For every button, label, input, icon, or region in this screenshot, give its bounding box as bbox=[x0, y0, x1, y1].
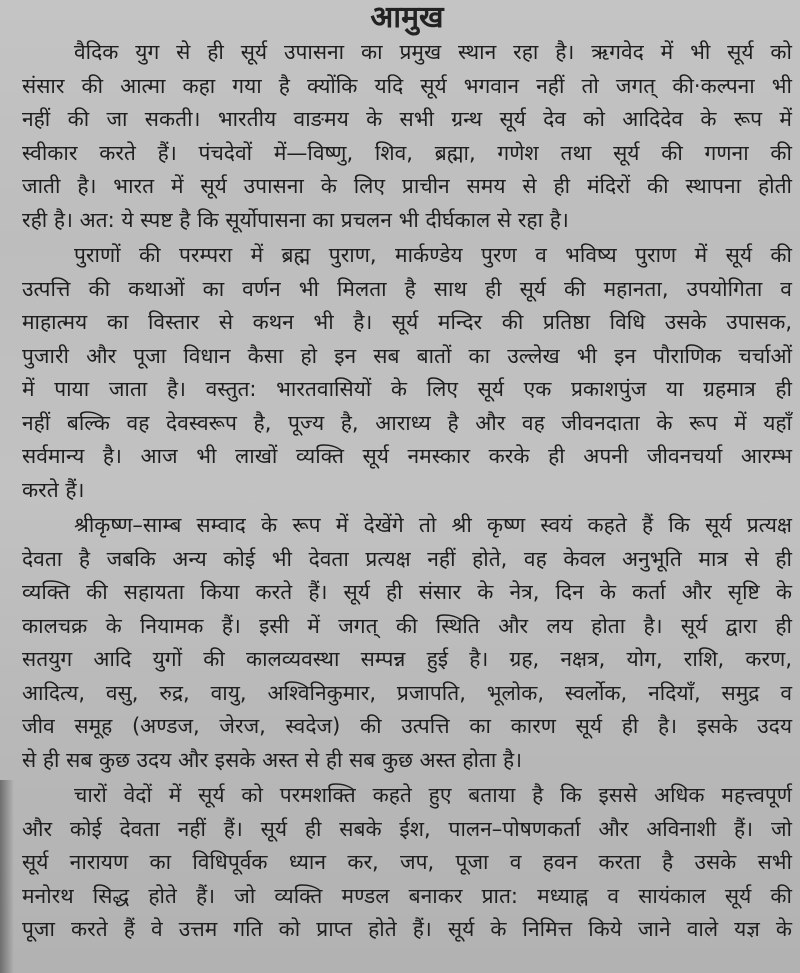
text-line: नहीं बल्कि वह देवस्वरूप है, पूज्य है, आराध्य है और वह जीवनदाता के रूप में यहाँ bbox=[22, 410, 792, 435]
text-line: पूजा करते हैं वे उत्तम गति को प्राप्त होते हैं। सूर्य के निमित्त किये जाने वाले यज्ञ के bbox=[22, 917, 792, 941]
text-line: संसार की आत्मा कहा गया है क्योंकि यदि सूर्य भगवान नहीं तो जगत् की·कल्पना भी bbox=[22, 73, 792, 98]
paragraph-2 bbox=[22, 239, 792, 507]
text-line: से ही सब कुछ उदय और इसके अस्त से ही सब कुछ अस्त होता है। bbox=[22, 747, 523, 772]
text-line: स्वीकार करते हैं। पंचदेवों में—विष्णु, शिव, ब्रह्मा, गणेश तथा सूर्य की गणना की bbox=[22, 140, 792, 165]
paragraph-1 bbox=[22, 36, 792, 237]
text-line: वैदिक युग से ही सूर्य उपासना का प्रमुख स्थान रहा है। ऋगवेद में भी सूर्य को bbox=[74, 40, 792, 64]
text-line: व्यक्ति की सहायता किया करते हैं। सूर्य ही संसार के नेत्र, दिन के कर्ता और सृष्टि के bbox=[22, 580, 792, 604]
text-line: सतयुग आदि युगों की कालव्यवस्था सम्पन्न हुई है। ग्रह, नक्षत्र, योग, राशि, करण, bbox=[22, 647, 792, 671]
text-line: मनोरथ सिद्ध होते हैं। जो व्यक्ति मण्डल बनाकर प्रात: मध्याह्न व सायंकाल सूर्य की bbox=[22, 883, 792, 908]
text-line: सर्वमान्य है। आज भी लाखों व्यक्ति सूर्य नमस्कार करके ही अपनी जीवनचर्या आरम्भ bbox=[22, 444, 792, 468]
text-line: पुजारी और पूजा विधान कैसा हो इन सब बातों का उल्लेख भी इन पौराणिक चर्चाओं bbox=[22, 343, 792, 368]
paragraph-3 bbox=[22, 509, 792, 777]
text-line: रही है। अत: ये स्पष्ट है कि सूर्योपासना का प्रचलन भी दीर्घकाल से रहा है। bbox=[22, 207, 569, 232]
paragraph-4 bbox=[22, 779, 792, 947]
text-line: श्रीकृष्ण–साम्ब सम्वाद के रूप में देखेंगे तो श्री कृष्ण स्वयं कहते हैं कि सूर्य प्रत्यक्ष bbox=[74, 513, 792, 537]
text-line: सूर्य नारायण का विधिपूर्वक ध्यान कर, जप, पूजा व हवन करता है उसके सभी bbox=[22, 850, 792, 874]
page-title: आमुख bbox=[370, 0, 444, 35]
text-line: जाती है। भारत में सूर्य उपासना के लिए प्राचीन समय से ही मंदिरों की स्थापना होती bbox=[22, 174, 792, 198]
text-line: आदित्य, वसु, रुद्र, वायु, अश्विनिकुमार, प्रजापति, भूलोक, स्वर्लोक, नदियाँ, समुद्र व bbox=[22, 680, 792, 705]
text-line: नहीं की जा सकती। भारतीय वाङमय के सभी ग्रन्थ सूर्य देव को आदिदेव के रूप में bbox=[22, 107, 792, 131]
text-line: देवता है जबकि अन्य कोई भी देवता प्रत्यक्ष नहीं होते, वह केवल अनुभूति मात्र से ही bbox=[22, 546, 792, 571]
text-line: कालचक्र के नियामक हैं। इसी में जगत् की स्थिति और लय होता है। सूर्य द्वारा ही bbox=[22, 613, 792, 638]
text-line: और कोई देवता नहीं हैं। सूर्य ही सबके ईश, पालन–पोषणकर्ता और अविनाशी हैं। जो bbox=[22, 816, 792, 841]
text-line: उत्पत्ति की कथाओं का वर्णन भी मिलता है साथ ही सूर्य की महानता, उपयोगिता व bbox=[22, 276, 792, 301]
text-line: में पाया जाता है। वस्तुत: भारतवासियों के लिए सूर्य एक प्रकाशपुंज या ग्रहमात्र ही bbox=[22, 377, 792, 401]
text-line: पुराणों की परम्परा में ब्रह्म पुराण, मार्कण्डेय पुरण व भविष्य पुराण में सूर्य की bbox=[74, 243, 792, 267]
text-line: करते हैं। bbox=[22, 477, 85, 502]
text-line: माहात्मय का विस्तार से कथन भी है। सूर्य मन्दिर की प्रतिष्ठा विधि उसके उपासक, bbox=[22, 310, 792, 334]
document-page bbox=[22, 0, 792, 947]
text-line: चारों वेदों में सूर्य को परमशक्ति कहते हुए बताया है कि इससे अधिक महत्त्वपूर्ण bbox=[74, 783, 792, 807]
text-line: जीव समूह (अण्डज, जेरज, स्वदेज) की उत्पत्ति का कारण सूर्य ही है। इसके उदय bbox=[22, 714, 792, 738]
page-edge-shadow bbox=[0, 780, 14, 973]
